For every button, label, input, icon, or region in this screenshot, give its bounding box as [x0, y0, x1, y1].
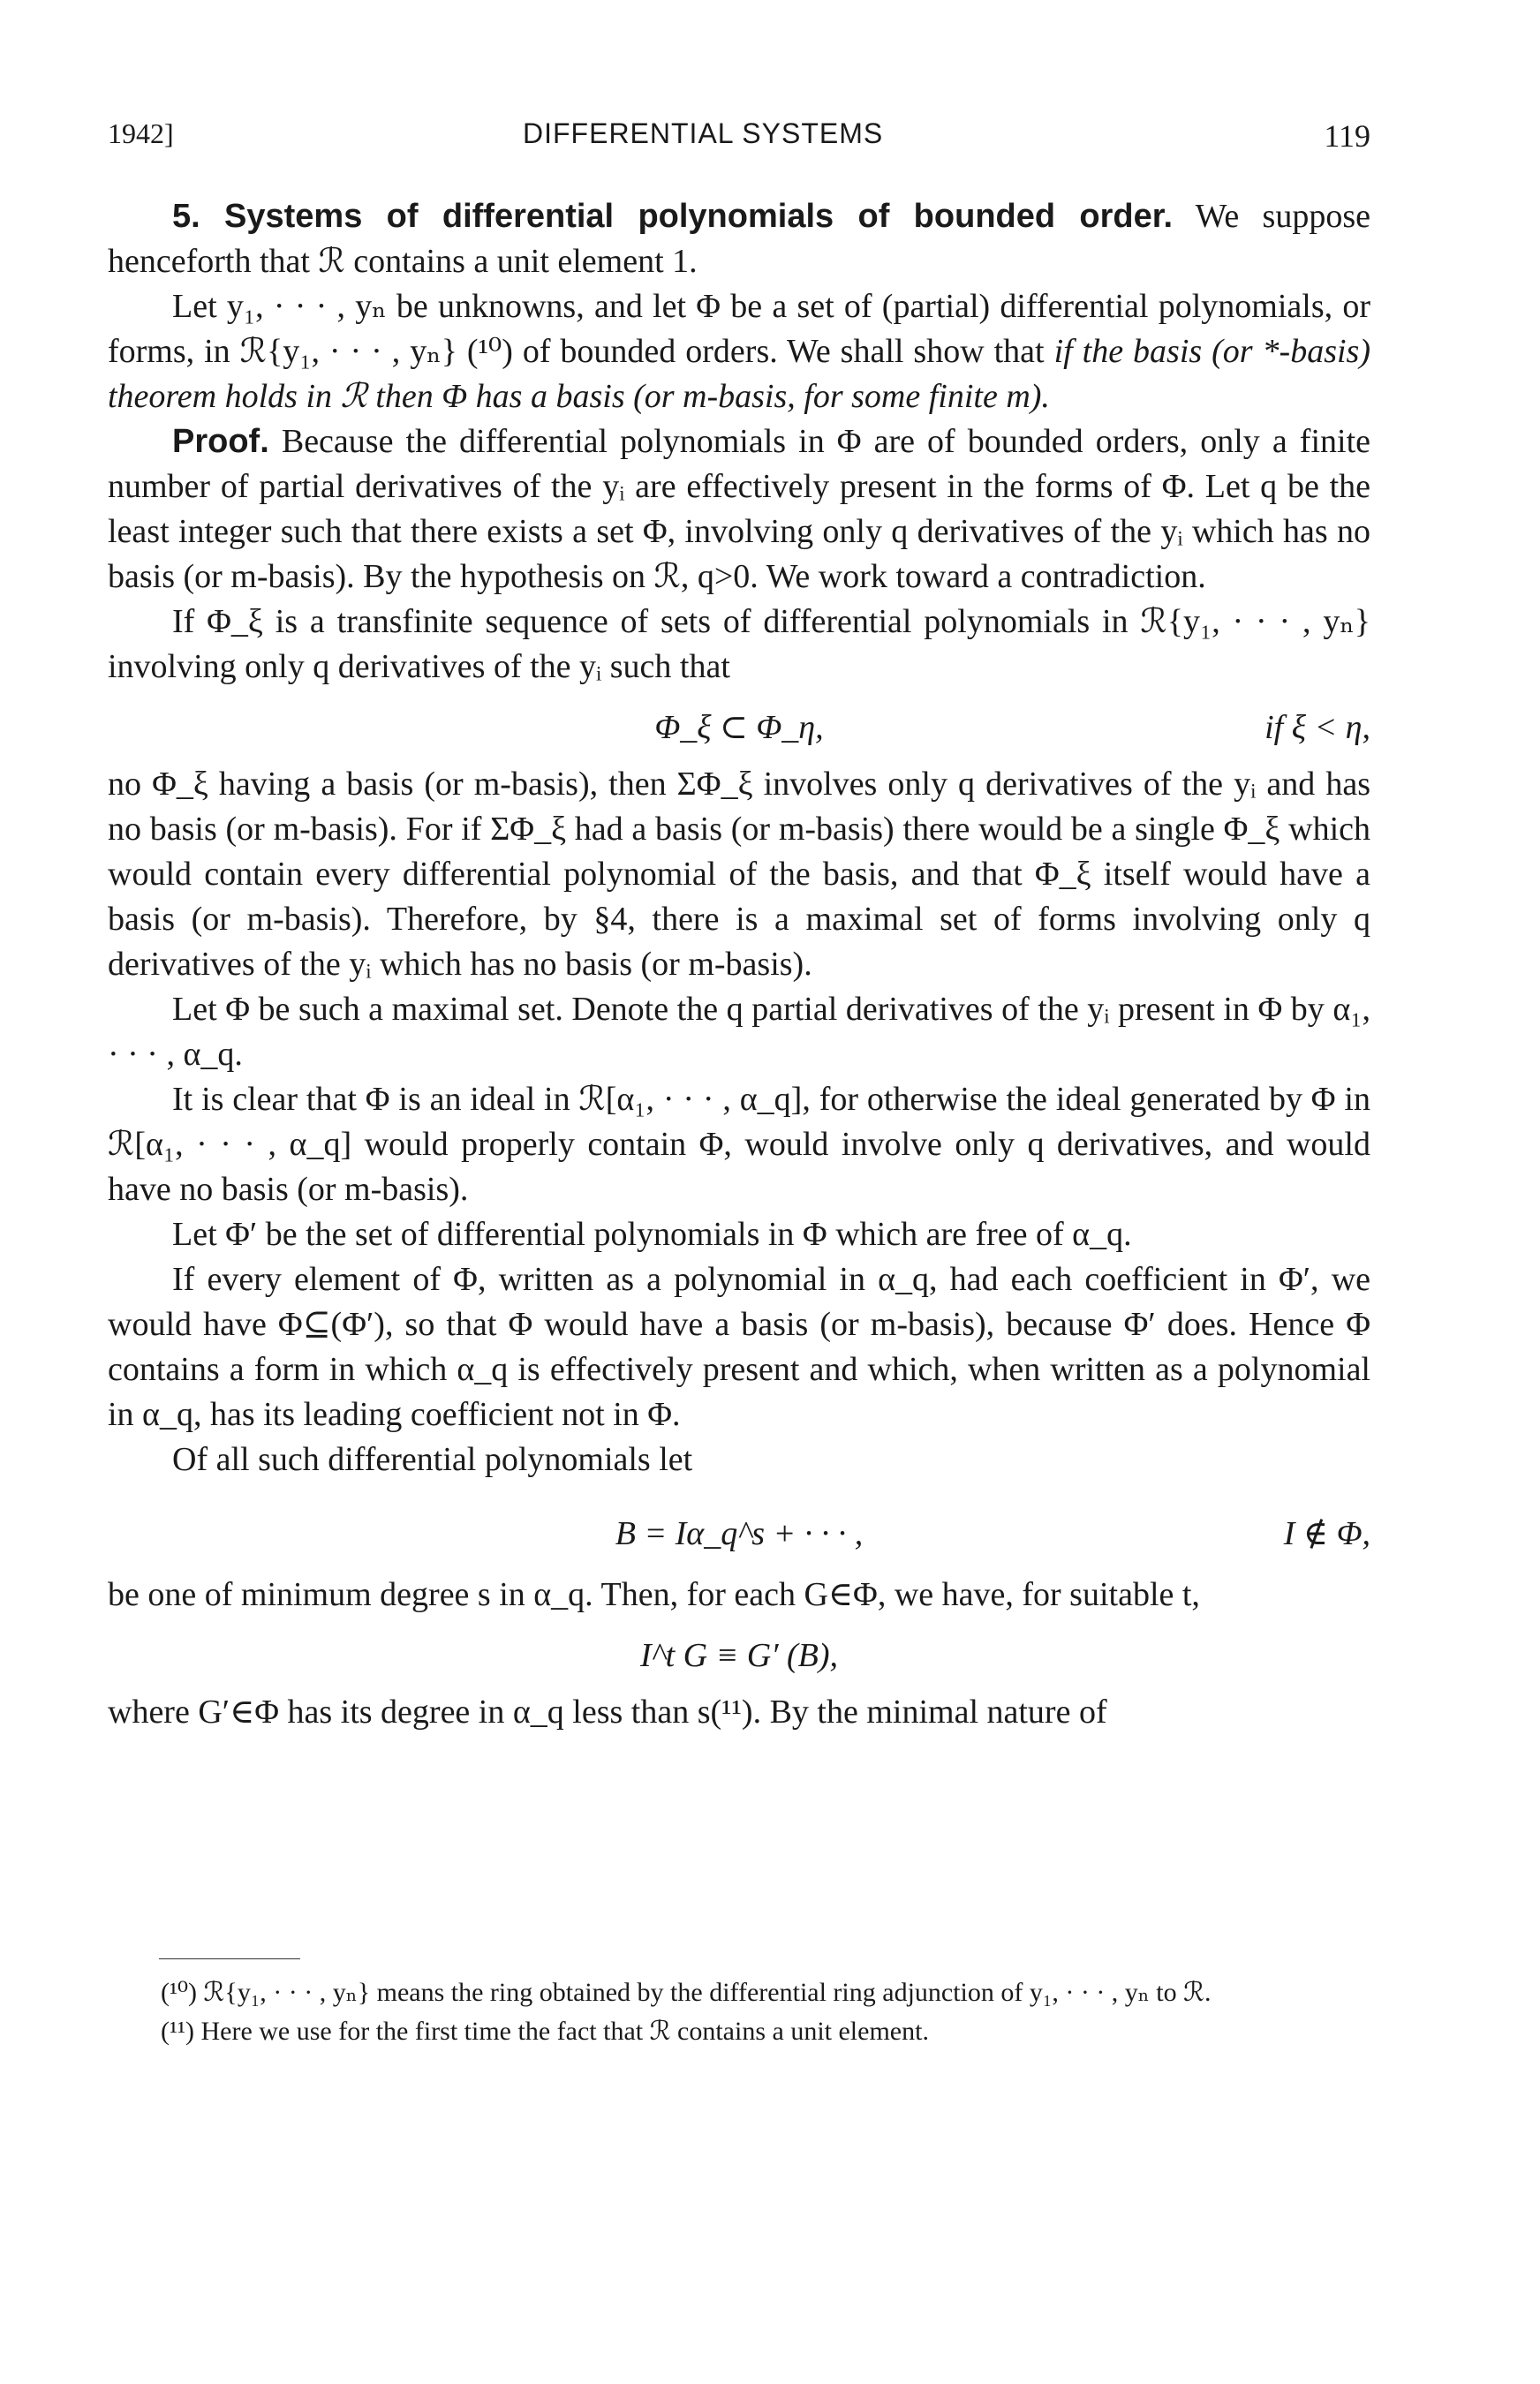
section-intro: We suppose henceforth that ℛ contains a unit element 1. — [108, 198, 1371, 280]
equation-2: B = Iα_q^s + · · · , — [615, 1515, 864, 1552]
equation-2-condition: I ∉ Φ, — [1283, 1515, 1370, 1552]
paragraph-coefficient: If every element of Φ, written as a polynomial in α_q, had each coefficient in Φ′, we would have Φ⊆(Φ′), so that Φ would have a basis (or m-basis), because Φ′ does. Hence Φ contains a form in which α_q is effectively present and which, when written as a polynomial in α_q, has its leading coefficient not in Φ. — [108, 1261, 1370, 1433]
running-header — [108, 117, 1370, 162]
paragraph-no-basis: no Φ_ξ having a basis (or m-basis), then ΣΦ_ξ involves only q derivatives of the yᵢ and has no basis (or m-basis). For if ΣΦ_ξ had a basis (or m-basis) there would be a single Φ_ξ which would contain every differential polynomial of the basis, and that Φ_ξ itself would have a basis (or m-basis). Therefore, by §4, there is a maximal set of forms involving only q derivatives of the yᵢ which has no basis (or m-basis). — [108, 766, 1370, 983]
section-heading: 5. Systems of differential polynomials of bounded order. — [172, 198, 1174, 235]
paragraph-theorem — [108, 284, 1370, 419]
footnotes — [108, 1973, 1370, 2051]
paragraph-minimum-degree: be one of minimum degree s in α_q. Then, for each G∈Φ, we have, for suitable t, — [108, 1576, 1200, 1613]
display-equation-3 — [108, 1625, 1370, 1686]
equation-3: I^t G ≡ G′ (B), — [639, 1637, 839, 1674]
equation-1: Φ_ξ ⊂ Φ_η, — [654, 709, 824, 746]
header-year: 1942] — [108, 117, 174, 149]
proof-text: Because the differential polynomials in Φ are of bounded orders, only a finite number of partial derivatives of the yᵢ are effectively present in the forms of Φ. Let q be the least integer such that there exists a set Φ, involving only q derivatives of the yᵢ which has no basis (or m-basis). By the hypothesis on ℛ, q>0. We work toward a contradiction. — [108, 423, 1370, 595]
footnote-rule — [159, 1958, 300, 1959]
header-title: DIFFERENTIAL SYSTEMS — [523, 117, 884, 149]
theorem-statement: if the basis (or *-basis) theorem holds in ℛ then Φ has a basis (or m-basis, for some finite m). — [108, 333, 1370, 415]
main-text — [108, 194, 1370, 1735]
paragraph-minimal-nature: where G′∈Φ has its degree in α_q less than s(¹¹). By the minimal nature of — [108, 1694, 1107, 1731]
theorem-lead: Let y₁, · · · , yₙ be unknowns, and let Φ be a set of (partial) differential polynomials, or forms, in ℛ{y₁, · · · , yₙ} (¹⁰) of bounded orders. We shall show that — [108, 288, 1370, 370]
proof-label: Proof. — [172, 423, 269, 460]
paragraph-of-all: Of all such differential polynomials let — [172, 1441, 693, 1478]
paragraph-ideal: It is clear that Φ is an ideal in ℛ[α₁, · · · , α_q], for otherwise the ideal generated by Φ in ℛ[α₁, · · · , α_q] would properly contain Φ, would involve only q derivatives, and would have no basis (or m-basis). — [108, 1081, 1370, 1208]
display-equation-2 — [108, 1490, 1370, 1569]
paragraph-phi-prime: Let Φ′ be the set of differential polynomials in Φ which are free of α_q. — [172, 1216, 1132, 1253]
equation-1-condition: if ξ < η, — [1264, 709, 1370, 746]
footnote-10: (¹⁰) ℛ{y₁, · · · , yₙ} means the ring obtained by the differential ring adjunction of y₁, · · · , yₙ to ℛ. — [161, 1978, 1212, 2007]
footnote-11: (¹¹) Here we use for the first time the fact that ℛ contains a unit element. — [161, 2017, 929, 2046]
paragraph-proof — [108, 419, 1370, 600]
page-number: 119 — [1324, 118, 1370, 154]
paragraph-transfinite: If Φ_ξ is a transfinite sequence of sets of differential polynomials in ℛ{y₁, · · · , yₙ} involving only q derivatives of the yᵢ such that — [108, 603, 1370, 685]
section-paragraph — [108, 194, 1370, 284]
display-equation-1 — [108, 697, 1370, 758]
paragraph-maximal-set: Let Φ be such a maximal set. Denote the q partial derivatives of the yᵢ present in Φ by α₁, · · · , α_q. — [108, 991, 1370, 1073]
